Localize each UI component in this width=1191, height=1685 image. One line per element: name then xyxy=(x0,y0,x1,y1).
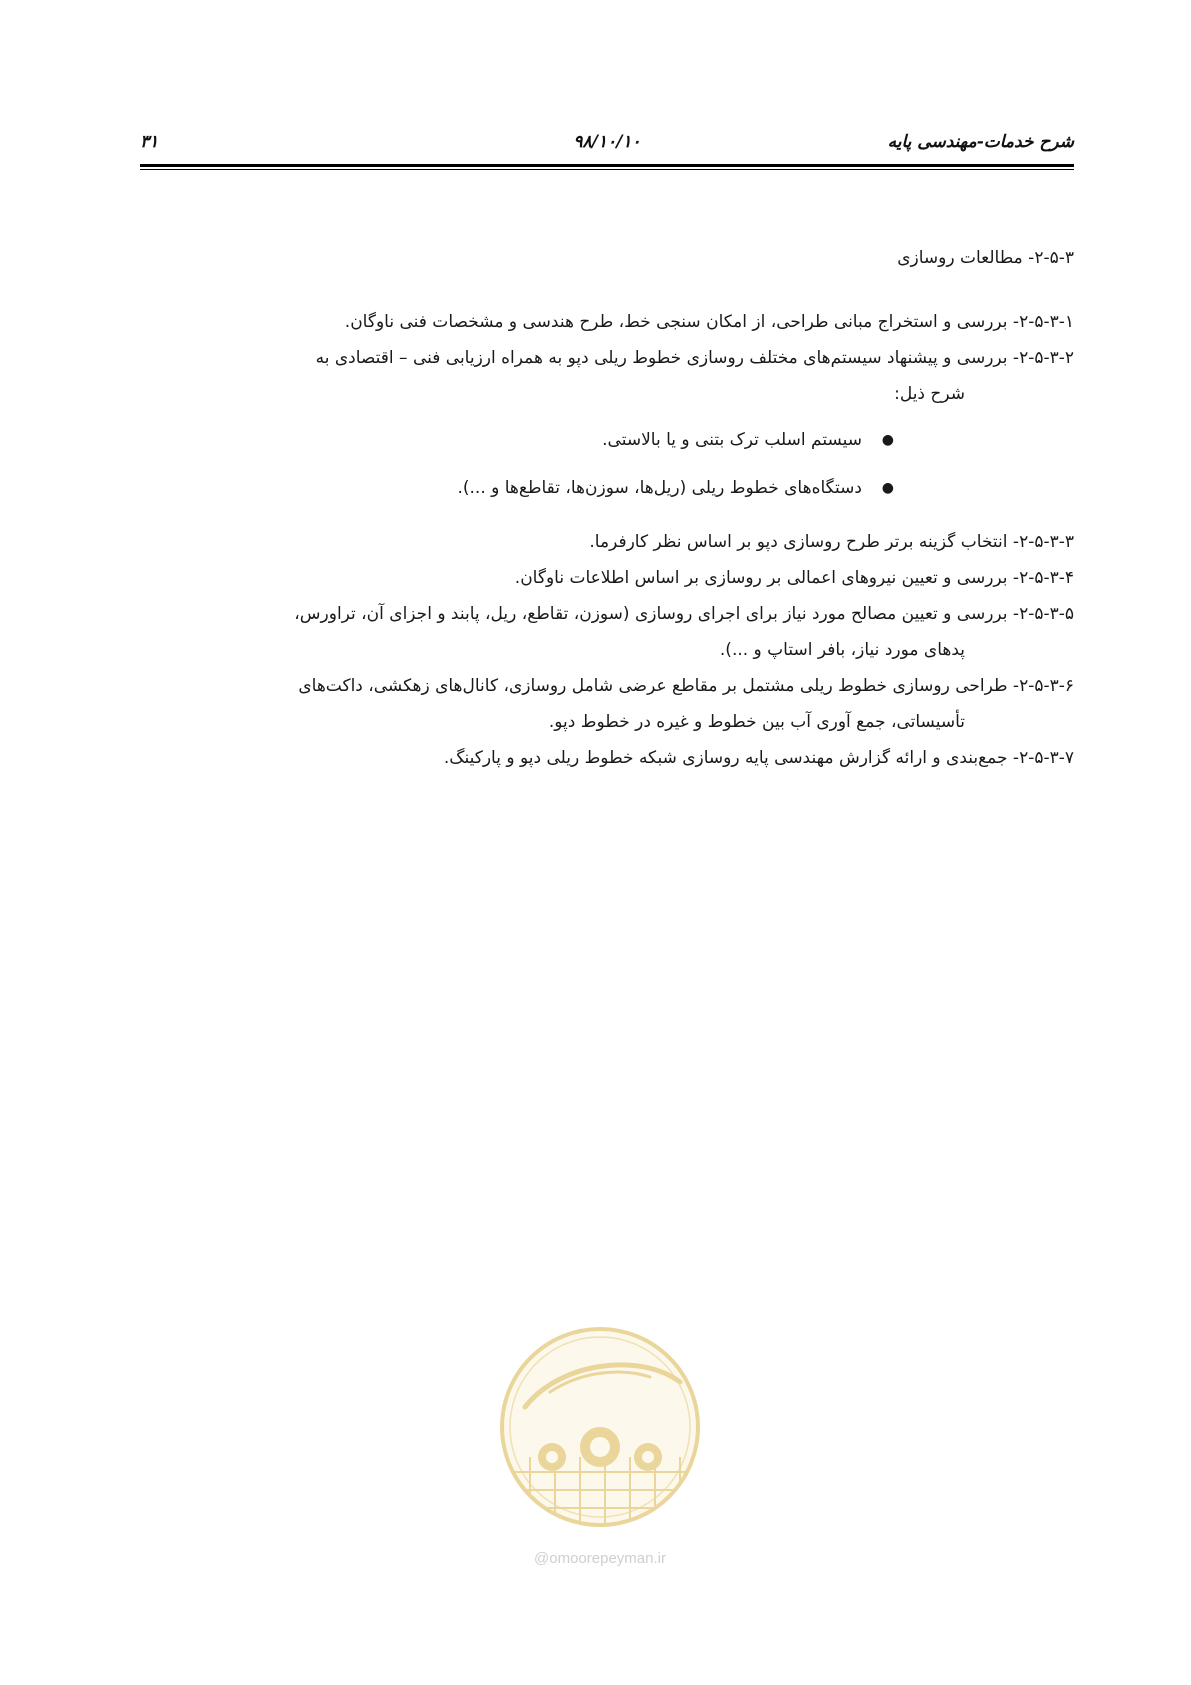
header-date: ۹۸/۱۰/۱۰ xyxy=(573,132,641,152)
item-text: ۲-۵-۳-۵- بررسی و تعیین مصالح مورد نیاز برای اجرای روسازی (سوزن، تقاطع، ریل، پابند و اجزای آن، تراورس، xyxy=(294,604,1074,624)
bullet-list xyxy=(140,422,1074,506)
page-number: ۳۱ xyxy=(140,132,159,152)
header-rule-thin xyxy=(140,169,1074,170)
item-text: ۲-۵-۳-۳- انتخاب گزینه برتر طرح روسازی دپو بر اساس نظر کارفرما. xyxy=(589,532,1074,552)
list-item xyxy=(140,596,1074,668)
section-heading: ۲-۵-۳- مطالعات روسازی xyxy=(897,248,1074,268)
item-text: ۲-۵-۳-۴- بررسی و تعیین نیروهای اعمالی بر روسازی بر اساس اطلاعات ناوگان. xyxy=(514,568,1074,588)
item-text: ۲-۵-۳-۷- جمع‌بندی و ارائه گزارش مهندسی پایه روسازی شبکه خطوط ریلی دپو و پارکینگ. xyxy=(443,748,1074,768)
item-continuation: شرح ذیل: xyxy=(894,384,965,404)
item-continuation: پدهای مورد نیاز، بافر استاپ و ...). xyxy=(719,640,965,660)
header-title: شرح خدمات-مهندسی پایه xyxy=(887,132,1074,152)
list-item xyxy=(140,668,1074,740)
item-continuation: تأسیساتی، جمع آوری آب بین خطوط و غیره در خطوط دپو. xyxy=(548,712,965,732)
list-item xyxy=(140,560,1074,596)
watermark-url: @omoorepeyman.ir xyxy=(534,1550,666,1567)
list-item xyxy=(140,340,1074,412)
item-text: ۲-۵-۳-۲- بررسی و پیشنهاد سیستم‌های مختلف روسازی خطوط ریلی دپو به همراه ارزیابی فنی – اقتصادی به xyxy=(315,348,1074,368)
bullet-text: سیستم اسلب ترک بتنی و یا بالاستی. xyxy=(602,430,862,450)
list-item xyxy=(140,304,1074,340)
item-text: ۲-۵-۳-۶- طراحی روسازی خطوط ریلی مشتمل بر مقاطع عرضی شامل روسازی، کانال‌های زهکشی، داکت‌های xyxy=(298,676,1074,696)
header-rule-thick xyxy=(140,164,1074,167)
list-item xyxy=(140,740,1074,776)
watermark-logo-icon xyxy=(490,1322,710,1532)
bullet-item xyxy=(140,422,894,458)
bullet-icon: ● xyxy=(881,480,894,496)
list-item xyxy=(140,524,1074,560)
item-text: ۲-۵-۳-۱- بررسی و استخراج مبانی طراحی، از امکان سنجی خط، طرح هندسی و مشخصات فنی ناوگان. xyxy=(344,312,1074,332)
bullet-item xyxy=(140,470,894,506)
document-body xyxy=(140,240,1074,776)
bullet-icon: ● xyxy=(881,432,894,448)
page-header xyxy=(140,128,1074,156)
bullet-text: دستگاه‌های خطوط ریلی (ریل‌ها، سوزن‌ها، تقاطع‌ها و ...). xyxy=(457,478,862,498)
